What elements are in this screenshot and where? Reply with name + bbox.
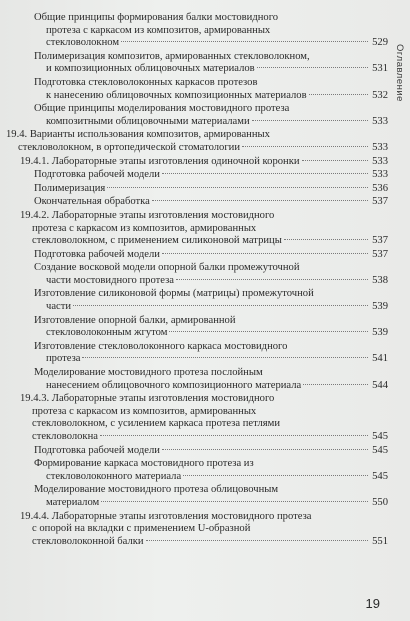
toc-entry-line: 19.4.3. Лабораторные этапы изготовления мостовидного bbox=[20, 393, 275, 405]
toc-page-number: 532 bbox=[372, 89, 388, 101]
toc-page-number: 537 bbox=[372, 248, 388, 260]
toc-entry-line: Подготовка рабочей модели bbox=[34, 248, 160, 260]
toc-page-number: 537 bbox=[372, 196, 388, 208]
toc-entry-line: 19.4.4. Лабораторные этапы изготовления мостовидного протеза bbox=[20, 510, 312, 522]
toc-entry-line: стекловолокном, с усилением каркаса протеза петлями bbox=[32, 418, 280, 430]
toc-entry bbox=[0, 169, 388, 182]
dot-leader bbox=[252, 120, 368, 121]
toc-entry bbox=[0, 288, 388, 313]
toc-entry-line: композитными облицовочными материалами bbox=[46, 115, 250, 127]
dot-leader bbox=[257, 67, 368, 68]
toc-entry bbox=[0, 511, 388, 549]
toc-entry-line: Подготовка рабочей модели bbox=[34, 444, 160, 456]
dot-leader bbox=[82, 357, 368, 358]
toc-entry bbox=[0, 156, 388, 169]
toc-entry bbox=[0, 196, 388, 209]
toc-entry-line: 19.4. Варианты использования композитов, армированных bbox=[6, 129, 270, 141]
toc-entry bbox=[0, 445, 388, 458]
toc-entry bbox=[0, 458, 388, 483]
toc-entry-line: Подготовка рабочей модели bbox=[34, 169, 160, 181]
page-number: 19 bbox=[365, 596, 380, 611]
dot-leader bbox=[107, 187, 368, 188]
dot-leader bbox=[303, 384, 368, 385]
toc-entry bbox=[0, 315, 388, 340]
toc-entry-line: Общие принципы формирования балки мостовидного bbox=[34, 12, 279, 23]
toc-page-number: 551 bbox=[372, 535, 388, 547]
dot-leader bbox=[162, 449, 368, 450]
toc-page-number: 545 bbox=[372, 470, 388, 482]
toc-entry-line: части bbox=[46, 301, 72, 313]
toc-page-number: 533 bbox=[372, 115, 388, 127]
running-header bbox=[388, 0, 410, 621]
dot-leader bbox=[162, 253, 368, 254]
toc-entry bbox=[0, 183, 388, 196]
toc-page-number: 533 bbox=[372, 169, 388, 181]
toc-entry bbox=[0, 12, 388, 50]
dot-leader bbox=[100, 435, 368, 436]
dot-leader bbox=[73, 305, 368, 306]
toc-entry bbox=[0, 51, 388, 76]
toc-entry bbox=[0, 484, 388, 509]
dot-leader bbox=[169, 331, 368, 332]
dot-leader bbox=[284, 239, 368, 240]
toc-entry-line: Полимеризация bbox=[34, 182, 106, 194]
dot-leader bbox=[162, 173, 368, 174]
toc-entry-line: Моделирование мостовидного протеза послойным bbox=[34, 367, 263, 379]
toc-page-number: 533 bbox=[372, 155, 388, 167]
toc-entry bbox=[0, 249, 388, 262]
toc-entry bbox=[0, 341, 388, 366]
dot-leader bbox=[309, 94, 368, 95]
dot-leader bbox=[242, 146, 368, 147]
toc-entry-line: части мостовидного протеза bbox=[46, 274, 174, 286]
toc-entry-line: протеза с каркасом из композитов, армированных bbox=[46, 24, 271, 36]
toc-entry bbox=[0, 367, 388, 392]
dot-leader bbox=[302, 160, 368, 161]
toc-entry bbox=[0, 393, 388, 443]
toc-entry-line: протеза с каркасом из композитов, армированных bbox=[32, 222, 257, 234]
toc-page-number: 537 bbox=[372, 235, 388, 247]
toc-entry-line: стекловолокном, в ортопедической стоматологии bbox=[18, 141, 241, 153]
toc-entry-line: Изготовление стекловолоконного каркаса мостовидного bbox=[34, 340, 288, 352]
toc-entry-line: Формирование каркаса мостовидного протеза из bbox=[34, 458, 254, 470]
toc-entry-line: стекловолоконным жгутом bbox=[46, 327, 168, 339]
toc-entry-line: стекловолокном, с применением силиконовой матрицы bbox=[32, 235, 282, 247]
dot-leader bbox=[183, 475, 368, 476]
toc-entry bbox=[0, 210, 388, 248]
table-of-contents bbox=[0, 12, 388, 549]
toc-entry-line: Общие принципы моделирования мостовидного протеза bbox=[34, 103, 290, 115]
toc-page-number: 539 bbox=[372, 301, 388, 313]
toc-entry-line: с опорой на вкладки с применением U-образной bbox=[32, 523, 251, 535]
toc-entry bbox=[0, 103, 388, 128]
toc-entry-line: Изготовление силиконовой формы (матрицы) промежуточной bbox=[34, 288, 314, 300]
toc-entry-line: протеза bbox=[46, 353, 81, 365]
toc-entry-line: материалом bbox=[46, 496, 100, 508]
dot-leader bbox=[101, 501, 368, 502]
toc-entry bbox=[0, 77, 388, 102]
toc-entry-line: Окончательная обработка bbox=[34, 196, 150, 208]
toc-entry bbox=[0, 262, 388, 287]
toc-entry bbox=[0, 129, 388, 154]
dot-leader bbox=[176, 279, 368, 280]
running-header-text: Оглавление bbox=[394, 44, 405, 102]
toc-entry-line: к нанесению облицовочных композиционных материалов bbox=[46, 89, 307, 101]
toc-entry-line: Полимеризация композитов, армированных стекловолокном, bbox=[34, 50, 310, 62]
toc-entry-line: стекловолокна bbox=[32, 431, 98, 442]
toc-page-number: 536 bbox=[372, 182, 388, 194]
toc-entry-line: 19.4.1. Лабораторные этапы изготовления одиночной коронки bbox=[20, 155, 300, 167]
toc-entry-line: Подготовка стекловолоконных каркасов протезов bbox=[34, 76, 258, 88]
toc-entry-line: 19.4.2. Лабораторные этапы изготовления мостовидного bbox=[20, 209, 275, 221]
toc-entry-line: стекловолокном bbox=[46, 37, 120, 49]
dot-leader bbox=[152, 200, 368, 201]
toc-entry-line: Изготовление опорной балки, армированной bbox=[34, 314, 236, 326]
dot-leader bbox=[121, 41, 368, 42]
toc-page-number: 545 bbox=[372, 431, 388, 442]
toc-page-number: 550 bbox=[372, 496, 388, 508]
toc-page-number: 544 bbox=[372, 379, 388, 391]
toc-entry-line: стекловолоконного материала bbox=[46, 470, 182, 482]
toc-entry-line: Моделирование мостовидного протеза облицовочным bbox=[34, 484, 279, 496]
toc-entry-line: стекловолоконной балки bbox=[32, 535, 144, 547]
toc-entry-line: и композиционных облицовочных материалов bbox=[46, 63, 255, 75]
toc-page-number: 541 bbox=[372, 353, 388, 365]
toc-page-number: 531 bbox=[372, 63, 388, 75]
toc-page-number: 529 bbox=[372, 37, 388, 49]
toc-page-number: 539 bbox=[372, 327, 388, 339]
toc-page-number: 538 bbox=[372, 274, 388, 286]
toc-entry-line: Создание восковой модели опорной балки промежуточной bbox=[34, 262, 300, 274]
toc-entry-line: протеза с каркасом из композитов, армированных bbox=[32, 405, 257, 417]
toc-page-number: 545 bbox=[372, 444, 388, 456]
toc-page-number: 533 bbox=[372, 141, 388, 153]
toc-entry-line: нанесением облицовочного композиционного материала bbox=[46, 379, 302, 391]
dot-leader bbox=[146, 540, 368, 541]
